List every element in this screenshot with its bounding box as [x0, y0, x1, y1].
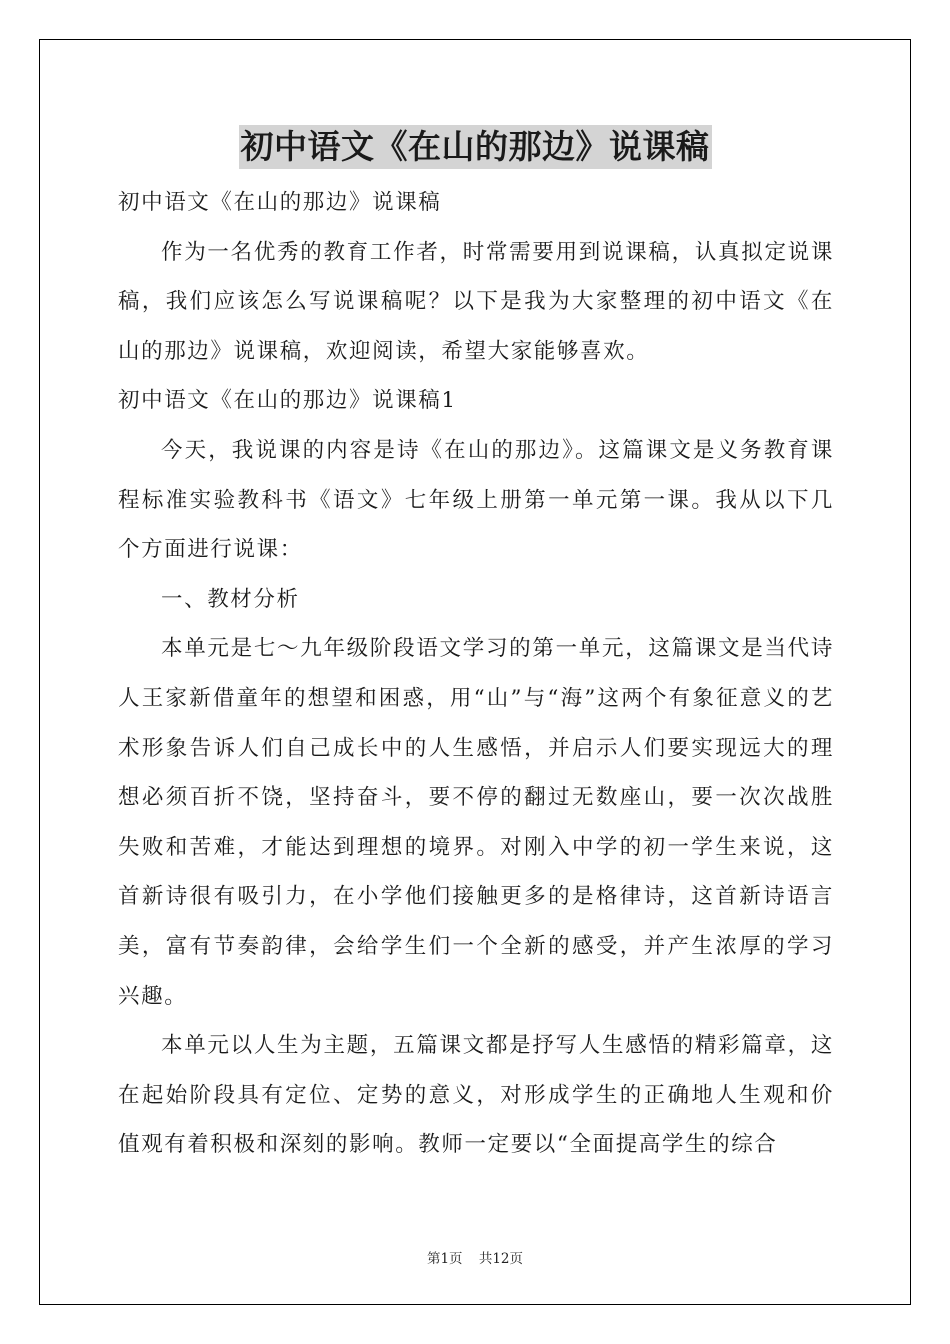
page-footer — [0, 1247, 950, 1267]
paragraph-unit-theme: 本单元以人生为主题，五篇课文都是抒写人生感悟的精彩篇章，这在起始阶段具有定位、定势的意义，对形成学生的正确地人生观和价值观有着积极和深刻的影响。教师一定要以“全面提高学生的综合 — [118, 1033, 834, 1158]
paragraph-unit-analysis: 本单元是七～九年级阶段语文学习的第一单元，这篇课文是当代诗人王家新借童年的想望和困惑，用“山”与“海”这两个有象征意义的艺术形象告诉人们自己成长中的人生感悟，并启示人们要实现远大的理想必须百折不饶，坚持奋斗，要不停的翻过无数座山，要一次次战胜失败和苦难，才能达到理想的境界。对刚入中学的初一学生来说，这首新诗很有吸引力，在小学他们接触更多的是格律诗，这首新诗语言美，富有节奏韵律，会给学生们一个全新的感受，并产生浓厚的学习兴趣。 — [118, 636, 834, 1009]
paragraph-opening: 今天，我说课的内容是诗《在山的那边》。这篇课文是义务教育课程标准实验教科书《语文》七年级上册第一单元第一课。我从以下几个方面进行说课： — [118, 437, 834, 563]
title-wrap — [0, 125, 950, 169]
paragraph-subtitle: 初中语文《在山的那边》说课稿 — [118, 190, 442, 215]
paragraph-section-heading: 初中语文《在山的那边》说课稿1 — [118, 388, 457, 414]
document-body — [118, 178, 834, 1170]
paragraph-heading-textbook-analysis: 一、教材分析 — [161, 586, 300, 612]
page-total: 共12页 — [478, 1251, 524, 1267]
paragraph-intro: 作为一名优秀的教育工作者，时常需要用到说课稿，认真拟定说课稿，我们应该怎么写说课稿呢？以下是我为大家整理的初中语文《在山的那边》说课稿，欢迎阅读，希望大家能够喜欢。 — [118, 239, 834, 364]
document-title: 初中语文《在山的那边》说课稿 — [239, 125, 712, 169]
page-number: 第1页 — [426, 1251, 463, 1267]
